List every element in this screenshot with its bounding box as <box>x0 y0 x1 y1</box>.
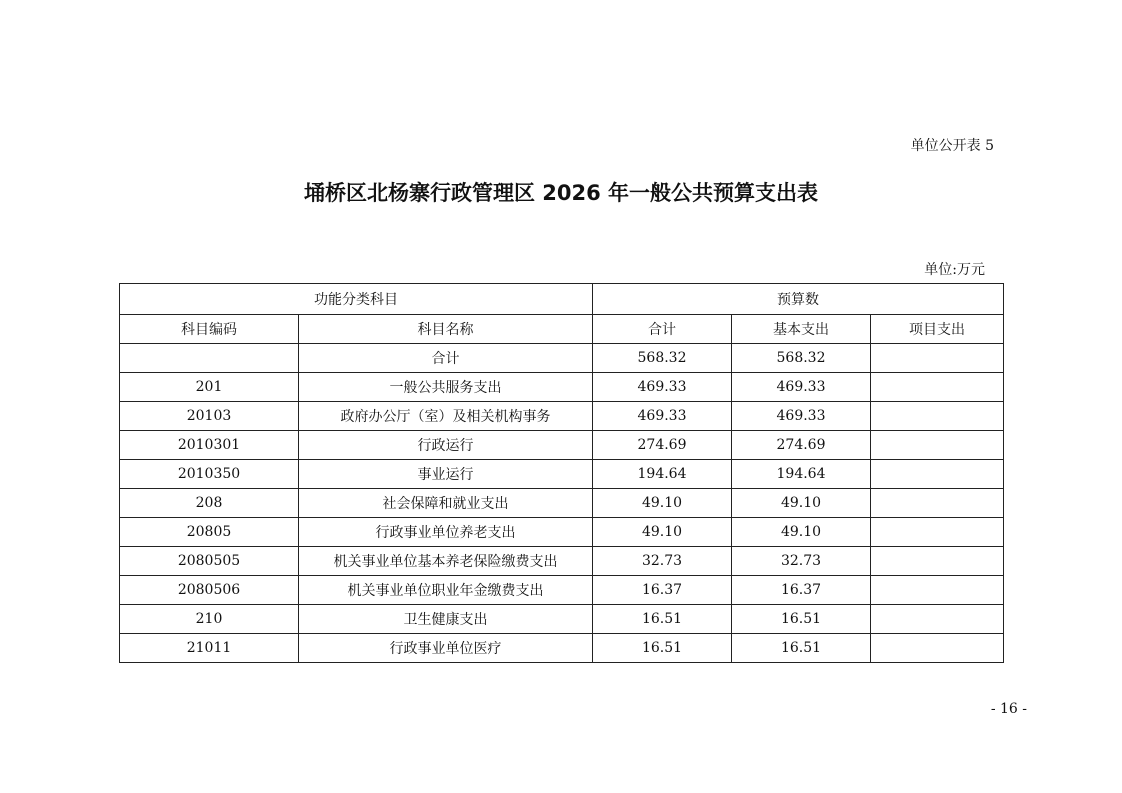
group-header-function-category: 功能分类科目 <box>120 284 593 315</box>
cell-total: 32.73 <box>593 547 732 576</box>
cell-project <box>871 547 1004 576</box>
table-row <box>120 547 1004 576</box>
cell-code: 2010301 <box>120 431 299 460</box>
table-row <box>120 373 1004 402</box>
cell-name: 一般公共服务支出 <box>299 373 593 402</box>
table-row <box>120 344 1004 373</box>
cell-project <box>871 605 1004 634</box>
cell-total: 469.33 <box>593 373 732 402</box>
cell-total: 49.10 <box>593 518 732 547</box>
group-header-row <box>120 284 1004 315</box>
cell-basic: 194.64 <box>732 460 871 489</box>
cell-name: 机关事业单位基本养老保险缴费支出 <box>299 547 593 576</box>
table-body <box>120 344 1004 663</box>
cell-name: 合计 <box>299 344 593 373</box>
table-row <box>120 489 1004 518</box>
cell-code: 2010350 <box>120 460 299 489</box>
cell-total: 16.51 <box>593 605 732 634</box>
cell-name: 事业运行 <box>299 460 593 489</box>
table-row <box>120 518 1004 547</box>
table-row <box>120 431 1004 460</box>
cell-total: 274.69 <box>593 431 732 460</box>
page-number: - 16 - <box>990 701 1027 717</box>
cell-name: 行政运行 <box>299 431 593 460</box>
cell-code: 20103 <box>120 402 299 431</box>
table-row <box>120 402 1004 431</box>
table-row <box>120 576 1004 605</box>
cell-total: 16.37 <box>593 576 732 605</box>
cell-project <box>871 460 1004 489</box>
column-header-row <box>120 315 1004 344</box>
cell-project <box>871 518 1004 547</box>
cell-code: 201 <box>120 373 299 402</box>
column-header-total: 合计 <box>593 315 732 344</box>
cell-project <box>871 344 1004 373</box>
column-header-name: 科目名称 <box>299 315 593 344</box>
cell-total: 568.32 <box>593 344 732 373</box>
cell-project <box>871 402 1004 431</box>
column-header-basic: 基本支出 <box>732 315 871 344</box>
cell-code: 2080506 <box>120 576 299 605</box>
cell-basic: 16.37 <box>732 576 871 605</box>
cell-total: 194.64 <box>593 460 732 489</box>
cell-project <box>871 431 1004 460</box>
group-header-budget-amount: 预算数 <box>593 284 1004 315</box>
cell-basic: 16.51 <box>732 634 871 663</box>
cell-basic: 274.69 <box>732 431 871 460</box>
unit-label: 单位:万元 <box>924 262 985 278</box>
table-row <box>120 605 1004 634</box>
cell-code: 20805 <box>120 518 299 547</box>
cell-project <box>871 576 1004 605</box>
cell-total: 16.51 <box>593 634 732 663</box>
cell-total: 469.33 <box>593 402 732 431</box>
column-header-code: 科目编码 <box>120 315 299 344</box>
cell-name: 卫生健康支出 <box>299 605 593 634</box>
column-header-project: 项目支出 <box>871 315 1004 344</box>
cell-code: 208 <box>120 489 299 518</box>
cell-project <box>871 489 1004 518</box>
cell-project <box>871 634 1004 663</box>
cell-basic: 469.33 <box>732 373 871 402</box>
cell-basic: 16.51 <box>732 605 871 634</box>
cell-basic: 32.73 <box>732 547 871 576</box>
cell-name: 机关事业单位职业年金缴费支出 <box>299 576 593 605</box>
cell-basic: 49.10 <box>732 489 871 518</box>
cell-name: 行政事业单位医疗 <box>299 634 593 663</box>
cell-code <box>120 344 299 373</box>
cell-project <box>871 373 1004 402</box>
cell-basic: 49.10 <box>732 518 871 547</box>
cell-name: 政府办公厅（室）及相关机构事务 <box>299 402 593 431</box>
budget-table <box>119 283 1004 663</box>
cell-name: 社会保障和就业支出 <box>299 489 593 518</box>
cell-code: 210 <box>120 605 299 634</box>
cell-name: 行政事业单位养老支出 <box>299 518 593 547</box>
cell-basic: 568.32 <box>732 344 871 373</box>
cell-code: 2080505 <box>120 547 299 576</box>
document-title: 埇桥区北杨寨行政管理区 2026 年一般公共预算支出表 <box>303 181 819 205</box>
cell-total: 49.10 <box>593 489 732 518</box>
table-row <box>120 460 1004 489</box>
cell-basic: 469.33 <box>732 402 871 431</box>
cell-code: 21011 <box>120 634 299 663</box>
table-row <box>120 634 1004 663</box>
table-id-label: 单位公开表 5 <box>910 138 994 154</box>
